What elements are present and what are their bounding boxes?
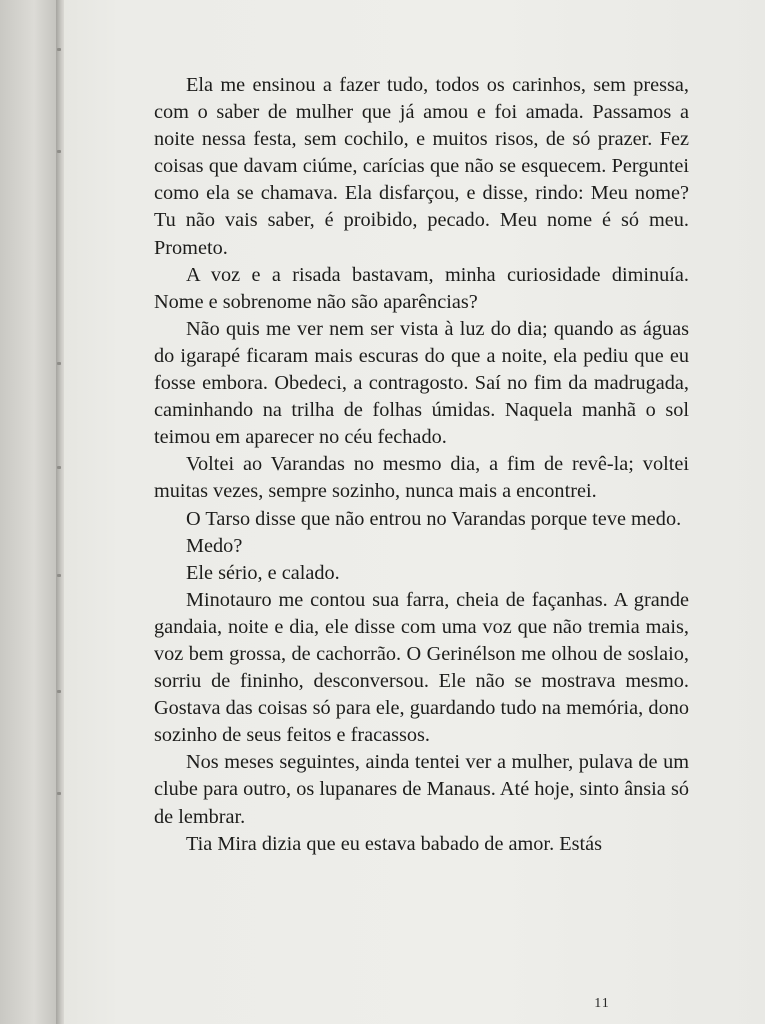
paragraph-3: Não quis me ver nem ser vista à luz do dia; quando as águas do igarapé ficaram mais escuras do que a noite, ela pediu que eu fosse embora. Obedeci, a contragosto. Saí no fim da madrugada, caminhando na trilha de folhas úmidas. Naquela manhã o sol teimou em aparecer no céu fechado. [154, 317, 689, 449]
page-number: 11 [594, 996, 610, 1011]
paragraph-10: Tia Mira dizia que eu estava babado de amor. Estás [186, 832, 603, 855]
binding-stitch [57, 150, 61, 153]
binding-stitch [57, 574, 61, 577]
binding-stitch [57, 48, 61, 51]
binding-stitch [57, 466, 61, 469]
binding-stitch [57, 792, 61, 795]
paragraph-4: Voltei ao Varandas no mesmo dia, a fim de revê-la; voltei muitas vezes, sempre sozinho, nunca mais a encontrei. [154, 453, 689, 503]
binding-stitch [57, 362, 61, 365]
paragraph-6: Medo? [186, 534, 243, 557]
book-page [64, 0, 765, 1024]
paragraph-8: Minotauro me contou sua farra, cheia de façanhas. A grande gandaia, noite e dia, ele disse com uma voz que não tremia mais, voz bem grossa, de cachorrão. O Gerinélson me olhou de soslaio, sorriu de fininho, desconversou. Ele não se mostrava mesmo. Gostava das coisas só para ele, guardando tudo na memória, dono sozinho de seus feitos e fracassos. [154, 588, 689, 747]
paragraph-1: Ela me ensinou a fazer tudo, todos os carinhos, sem pressa, com o saber de mulher que já amou e foi amada. Passamos a noite nessa festa, sem cochilo, e muitos risos, de só prazer. Fez coisas que davam ciúme, carícias que não se esquecem. Perguntei como ela se chamava. Ela disfarçou, e disse, rindo: Meu nome? Tu não vais saber, é proibido, pecado. Meu nome é só meu. Prometo. [154, 74, 689, 259]
facing-page-edge [0, 0, 62, 1024]
binding-stitch [57, 690, 61, 693]
paragraph-5: O Tarso disse que não entrou no Varandas porque teve medo. [186, 507, 682, 530]
paragraph-7: Ele sério, e calado. [186, 561, 340, 584]
paragraph-2: A voz e a risada bastavam, minha curiosidade diminuía. Nome e sobrenome não são aparências? [154, 263, 689, 313]
paragraph-9: Nos meses seguintes, ainda tentei ver a mulher, pulava de um clube para outro, os lupanares de Manaus. Até hoje, sinto ânsia só de lembrar. [154, 751, 689, 828]
body-text [154, 72, 689, 858]
